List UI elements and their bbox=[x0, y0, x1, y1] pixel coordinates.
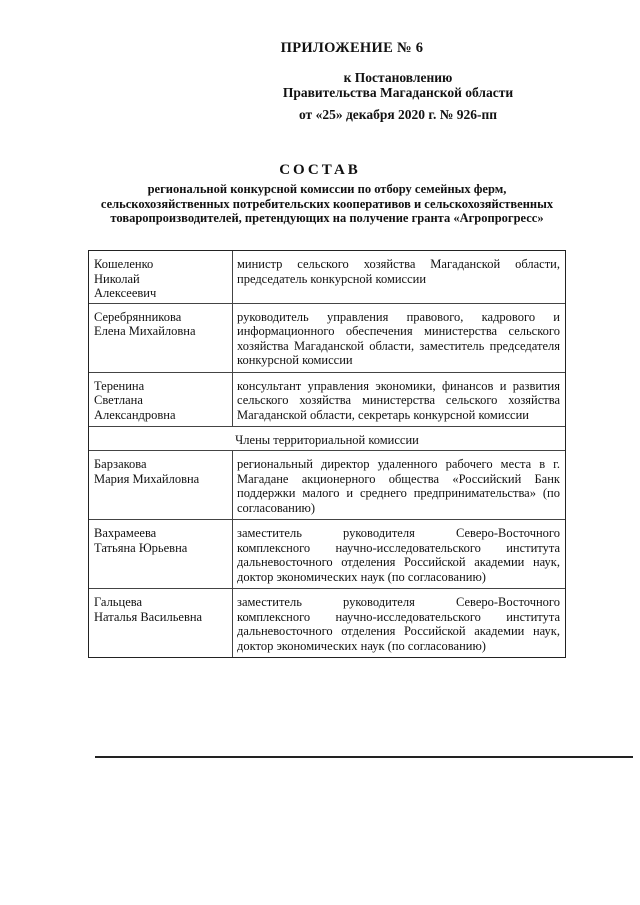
section-heading-members: Члены территориальной комиссии bbox=[89, 427, 565, 451]
roster-row bbox=[89, 589, 565, 657]
roster-row bbox=[89, 520, 565, 589]
annex-title: ПРИЛОЖЕНИЕ № 6 bbox=[280, 40, 424, 56]
member-name: Барзакова Мария Михайловна bbox=[89, 451, 233, 519]
member-role: руководитель управления правового, кадрового и информационного обеспечения министерства сельского хозяйства Магаданской области, заместитель председателя конкурсной комиссии bbox=[237, 309, 560, 367]
member-role: министр сельского хозяйства Магаданской области, председатель конкурсной комиссии bbox=[237, 257, 560, 286]
footer-divider bbox=[95, 756, 633, 758]
member-name: Теренина Светлана Александровна bbox=[89, 373, 233, 427]
annex-reference: к Постановлению bbox=[343, 70, 453, 85]
roster-row bbox=[89, 251, 565, 304]
member-role: заместитель руководителя Северо-Восточного комплексного научно-исследовательского института дальневосточного отделения Российской академии наук, доктор экономических наук (по согласованию) bbox=[237, 526, 560, 584]
member-name: Вахрамеева Татьяна Юрьевна bbox=[89, 520, 233, 588]
member-name: Серебрянникова Елена Михайловна bbox=[89, 304, 233, 372]
annex-government: Правительства Магаданской области bbox=[282, 85, 514, 100]
member-role: региональный директор удаленного рабочего места в г. Магадане акционерного общества «Российский Банк поддержки малого и среднего предпринимательства» (по согласованию) bbox=[237, 457, 560, 515]
roster-row bbox=[89, 304, 565, 373]
roster-row bbox=[89, 373, 565, 428]
document-title: СОСТАВ bbox=[279, 162, 361, 178]
member-name: Кошеленко Николай Алексеевич bbox=[89, 251, 233, 303]
member-name: Гальцева Наталья Васильевна bbox=[89, 589, 233, 657]
document-subtitle: региональной конкурсной комиссии по отбору семейных ферм, сельскохозяйственных потребительских кооперативов и сельскохозяйственных товаропроизводителей, претендующих на получение гранта «Агропрогресс» bbox=[100, 182, 554, 225]
roster-row bbox=[89, 451, 565, 520]
commission-roster-table bbox=[88, 250, 566, 658]
member-role: консультант управления экономики, финансов и развития сельского хозяйства министерства сельского хозяйства Магаданской области, секретарь конкурсной комиссии bbox=[237, 378, 560, 422]
member-role: заместитель руководителя Северо-Восточного комплексного научно-исследовательского института дальневосточного отделения Российской академии наук, доктор экономических наук (по согласованию) bbox=[237, 595, 560, 653]
annex-date: от «25» декабря 2020 г. № 926-пп bbox=[298, 107, 497, 122]
